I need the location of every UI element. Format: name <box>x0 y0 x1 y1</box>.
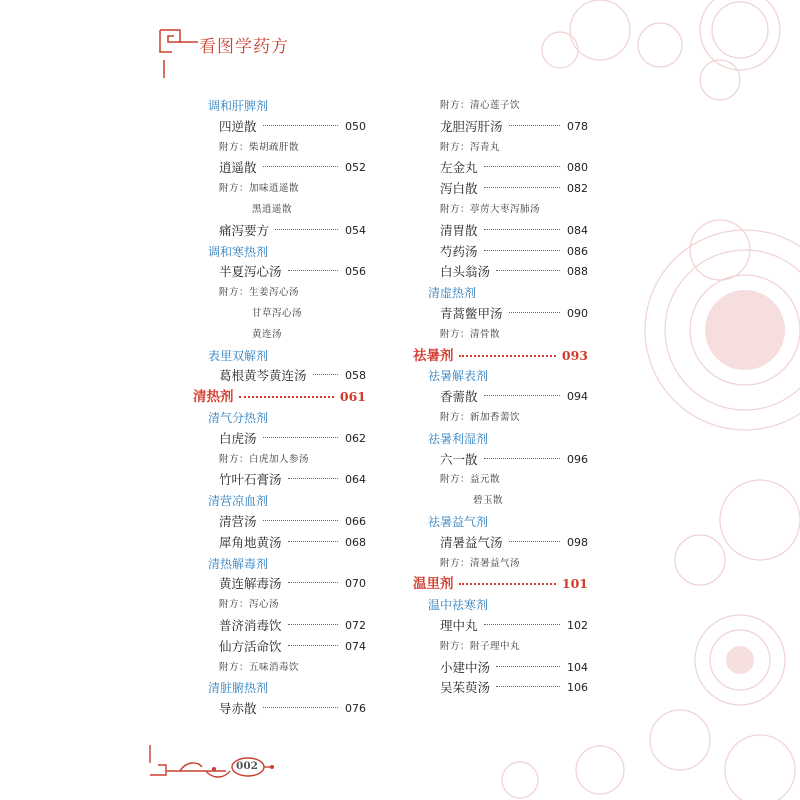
toc-section-heading: 调和寒热剂 <box>208 244 269 259</box>
toc-entry <box>440 222 588 240</box>
entry-page-number: 088 <box>567 265 588 279</box>
toc-entry <box>440 679 588 697</box>
entry-title: 清营汤 <box>219 514 257 529</box>
entry-title: 芍药汤 <box>440 243 478 259</box>
toc-entry <box>219 263 366 281</box>
toc-chapter-heading <box>413 575 588 593</box>
dot-leader <box>288 270 339 271</box>
toc-appendix-note: 附方：附子理中丸 <box>440 640 521 652</box>
page-number: 002 <box>236 760 258 772</box>
chapter-title: 清热剂 <box>193 389 234 406</box>
entry-page-number: 106 <box>567 681 588 695</box>
entry-page-number: 084 <box>567 223 588 237</box>
dot-leader <box>484 395 561 396</box>
toc-appendix-note: 附方：柴胡疏肝散 <box>219 141 300 153</box>
entry-title: 龙胆泻肝汤 <box>440 118 503 134</box>
toc-entry <box>219 222 366 240</box>
toc-appendix-note: 附方：清暑益气汤 <box>440 557 521 569</box>
dot-leader <box>484 187 561 188</box>
dot-leader <box>263 707 339 708</box>
toc-appendix-note: 附方：白虎加人参汤 <box>219 453 310 465</box>
toc-appendix-note: 黄连汤 <box>252 328 283 340</box>
entry-page-number: 090 <box>567 307 588 320</box>
toc-entry <box>219 159 366 177</box>
toc-entry <box>219 513 366 531</box>
key-pattern-ornament-icon <box>150 20 200 80</box>
toc-entry <box>440 534 588 552</box>
entry-page-number: 076 <box>345 702 366 716</box>
entry-title: 清暑益气汤 <box>440 534 503 550</box>
dot-leader <box>288 645 339 646</box>
dot-leader <box>263 125 339 126</box>
toc-entry <box>219 430 366 448</box>
toc-appendix-note: 附方：五味消毒饮 <box>219 661 300 673</box>
dot-leader <box>263 437 339 438</box>
dot-leader <box>484 624 561 625</box>
toc-entry <box>219 471 366 489</box>
dot-leader <box>484 250 561 251</box>
toc-entry <box>219 638 366 656</box>
entry-title: 清胃散 <box>440 222 478 238</box>
toc-entry <box>219 534 366 552</box>
toc-entry <box>219 118 366 136</box>
entry-page-number: 102 <box>567 619 588 632</box>
chapter-page-number: 101 <box>561 576 588 592</box>
toc-appendix-note: 甘草泻心汤 <box>252 308 303 319</box>
toc-entry <box>440 180 588 198</box>
entry-title: 吴茱萸汤 <box>440 680 491 696</box>
entry-page-number: 072 <box>345 619 366 632</box>
toc-appendix-note: 附方：新加香薷饮 <box>440 412 521 423</box>
entry-page-number: 074 <box>345 639 366 653</box>
toc-chapter-heading <box>413 347 588 365</box>
toc-appendix-note: 附方：清心莲子饮 <box>440 100 521 111</box>
entry-page-number: 086 <box>567 244 588 258</box>
dot-leader <box>288 582 339 583</box>
entry-title: 左金丸 <box>440 160 478 176</box>
entry-title: 葛根黄芩黄连汤 <box>219 368 307 384</box>
entry-page-number: 070 <box>345 577 366 591</box>
toc-section-heading: 祛暑解表剂 <box>428 369 489 384</box>
entry-title: 小建中汤 <box>440 659 491 675</box>
toc-entry <box>440 659 588 677</box>
entry-title: 黄连解毒汤 <box>219 576 282 592</box>
toc-appendix-note: 附方：清骨散 <box>440 328 501 340</box>
entry-title: 逍遥散 <box>219 160 257 176</box>
toc-appendix-note: 黑逍遥散 <box>252 204 293 215</box>
dot-leader <box>288 478 339 479</box>
entry-page-number: 052 <box>345 161 366 175</box>
dot-leader <box>496 666 560 667</box>
entry-page-number: 062 <box>345 431 366 445</box>
chapter-page-number: 093 <box>561 347 588 363</box>
dot-leader <box>288 624 339 625</box>
entry-page-number: 054 <box>345 223 366 237</box>
toc-entry <box>440 305 588 323</box>
entry-title: 青蒿鳖甲汤 <box>440 306 503 321</box>
entry-title: 理中丸 <box>440 618 478 633</box>
toc-entry <box>440 159 588 177</box>
dot-leader <box>263 520 339 521</box>
entry-title: 白虎汤 <box>219 430 257 446</box>
book-title: 看图学药方 <box>199 37 289 57</box>
entry-title: 泻白散 <box>440 181 478 197</box>
toc-section-heading: 祛暑利湿剂 <box>428 431 489 446</box>
dot-leader <box>496 686 560 687</box>
toc-chapter-heading <box>193 388 366 406</box>
toc-appendix-note: 附方：泻心汤 <box>219 599 280 611</box>
toc-appendix-note: 碧玉散 <box>473 495 504 507</box>
dot-leader <box>509 125 561 126</box>
entry-page-number: 056 <box>345 265 366 279</box>
toc-section-heading: 清脏腑热剂 <box>208 681 269 696</box>
entry-title: 半夏泻心汤 <box>219 264 282 280</box>
toc-section-heading: 清营凉血剂 <box>208 494 269 509</box>
entry-page-number: 050 <box>345 119 366 133</box>
toc-appendix-note: 附方：生姜泻心汤 <box>219 287 300 299</box>
entry-title: 痛泻要方 <box>219 222 270 238</box>
dot-leader <box>484 458 561 459</box>
toc-entry <box>440 118 588 136</box>
toc-entry <box>219 575 366 593</box>
entry-page-number: 080 <box>567 161 588 175</box>
entry-page-number: 078 <box>567 119 588 133</box>
chapter-title: 温里剂 <box>413 576 454 593</box>
entry-title: 四逆散 <box>219 118 257 134</box>
dot-leader <box>459 355 556 357</box>
toc-section-heading: 调和肝脾剂 <box>208 99 269 113</box>
toc-section-heading: 清热解毒剂 <box>208 556 269 571</box>
dot-leader <box>288 541 339 542</box>
entry-page-number: 096 <box>567 452 588 466</box>
entry-page-number: 082 <box>567 182 588 196</box>
toc-section-heading: 表里双解剂 <box>208 348 269 363</box>
toc-appendix-note: 附方：益元散 <box>440 474 501 486</box>
entry-page-number: 098 <box>567 535 588 549</box>
entry-title: 六一散 <box>440 451 478 467</box>
dot-leader <box>496 270 560 271</box>
toc-section-heading: 清气分热剂 <box>208 411 269 425</box>
toc-entry <box>440 243 588 261</box>
toc-appendix-note: 附方：加味逍遥散 <box>219 183 300 195</box>
entry-title: 普济消毒饮 <box>219 618 282 633</box>
toc-appendix-note: 附方：葶苈大枣泻肺汤 <box>440 204 541 215</box>
entry-title: 仙方活命饮 <box>219 638 282 654</box>
entry-page-number: 068 <box>345 535 366 549</box>
entry-page-number: 104 <box>567 660 588 674</box>
toc-section-heading: 祛暑益气剂 <box>428 515 489 529</box>
toc-entry <box>440 388 588 406</box>
toc-entry <box>440 617 588 635</box>
dot-leader <box>275 229 338 230</box>
dot-leader <box>263 166 339 167</box>
entry-title: 白头翁汤 <box>440 264 491 280</box>
chapter-page-number: 061 <box>339 389 366 405</box>
dot-leader <box>313 374 339 375</box>
toc-section-heading: 清虚热剂 <box>428 286 477 301</box>
entry-title: 导赤散 <box>219 701 257 717</box>
entry-page-number: 094 <box>567 390 588 404</box>
toc-entry <box>219 700 366 718</box>
toc-entry <box>219 367 366 385</box>
toc-entry <box>440 451 588 469</box>
toc-section-heading: 温中祛寒剂 <box>428 598 489 613</box>
dot-leader <box>484 166 561 167</box>
toc-appendix-note: 附方：泻青丸 <box>440 141 501 153</box>
dot-leader <box>484 229 561 230</box>
entry-page-number: 066 <box>345 515 366 528</box>
dot-leader <box>459 583 556 585</box>
dot-leader <box>239 396 334 398</box>
entry-title: 香薷散 <box>440 389 478 405</box>
dot-leader <box>509 541 561 542</box>
entry-title: 犀角地黄汤 <box>219 534 282 550</box>
entry-title: 竹叶石膏汤 <box>219 472 282 488</box>
toc-entry <box>440 263 588 281</box>
entry-page-number: 058 <box>345 369 366 383</box>
dot-leader <box>509 312 561 313</box>
chapter-title: 祛暑剂 <box>413 347 454 364</box>
toc-entry <box>219 617 366 635</box>
entry-page-number: 064 <box>345 473 366 487</box>
